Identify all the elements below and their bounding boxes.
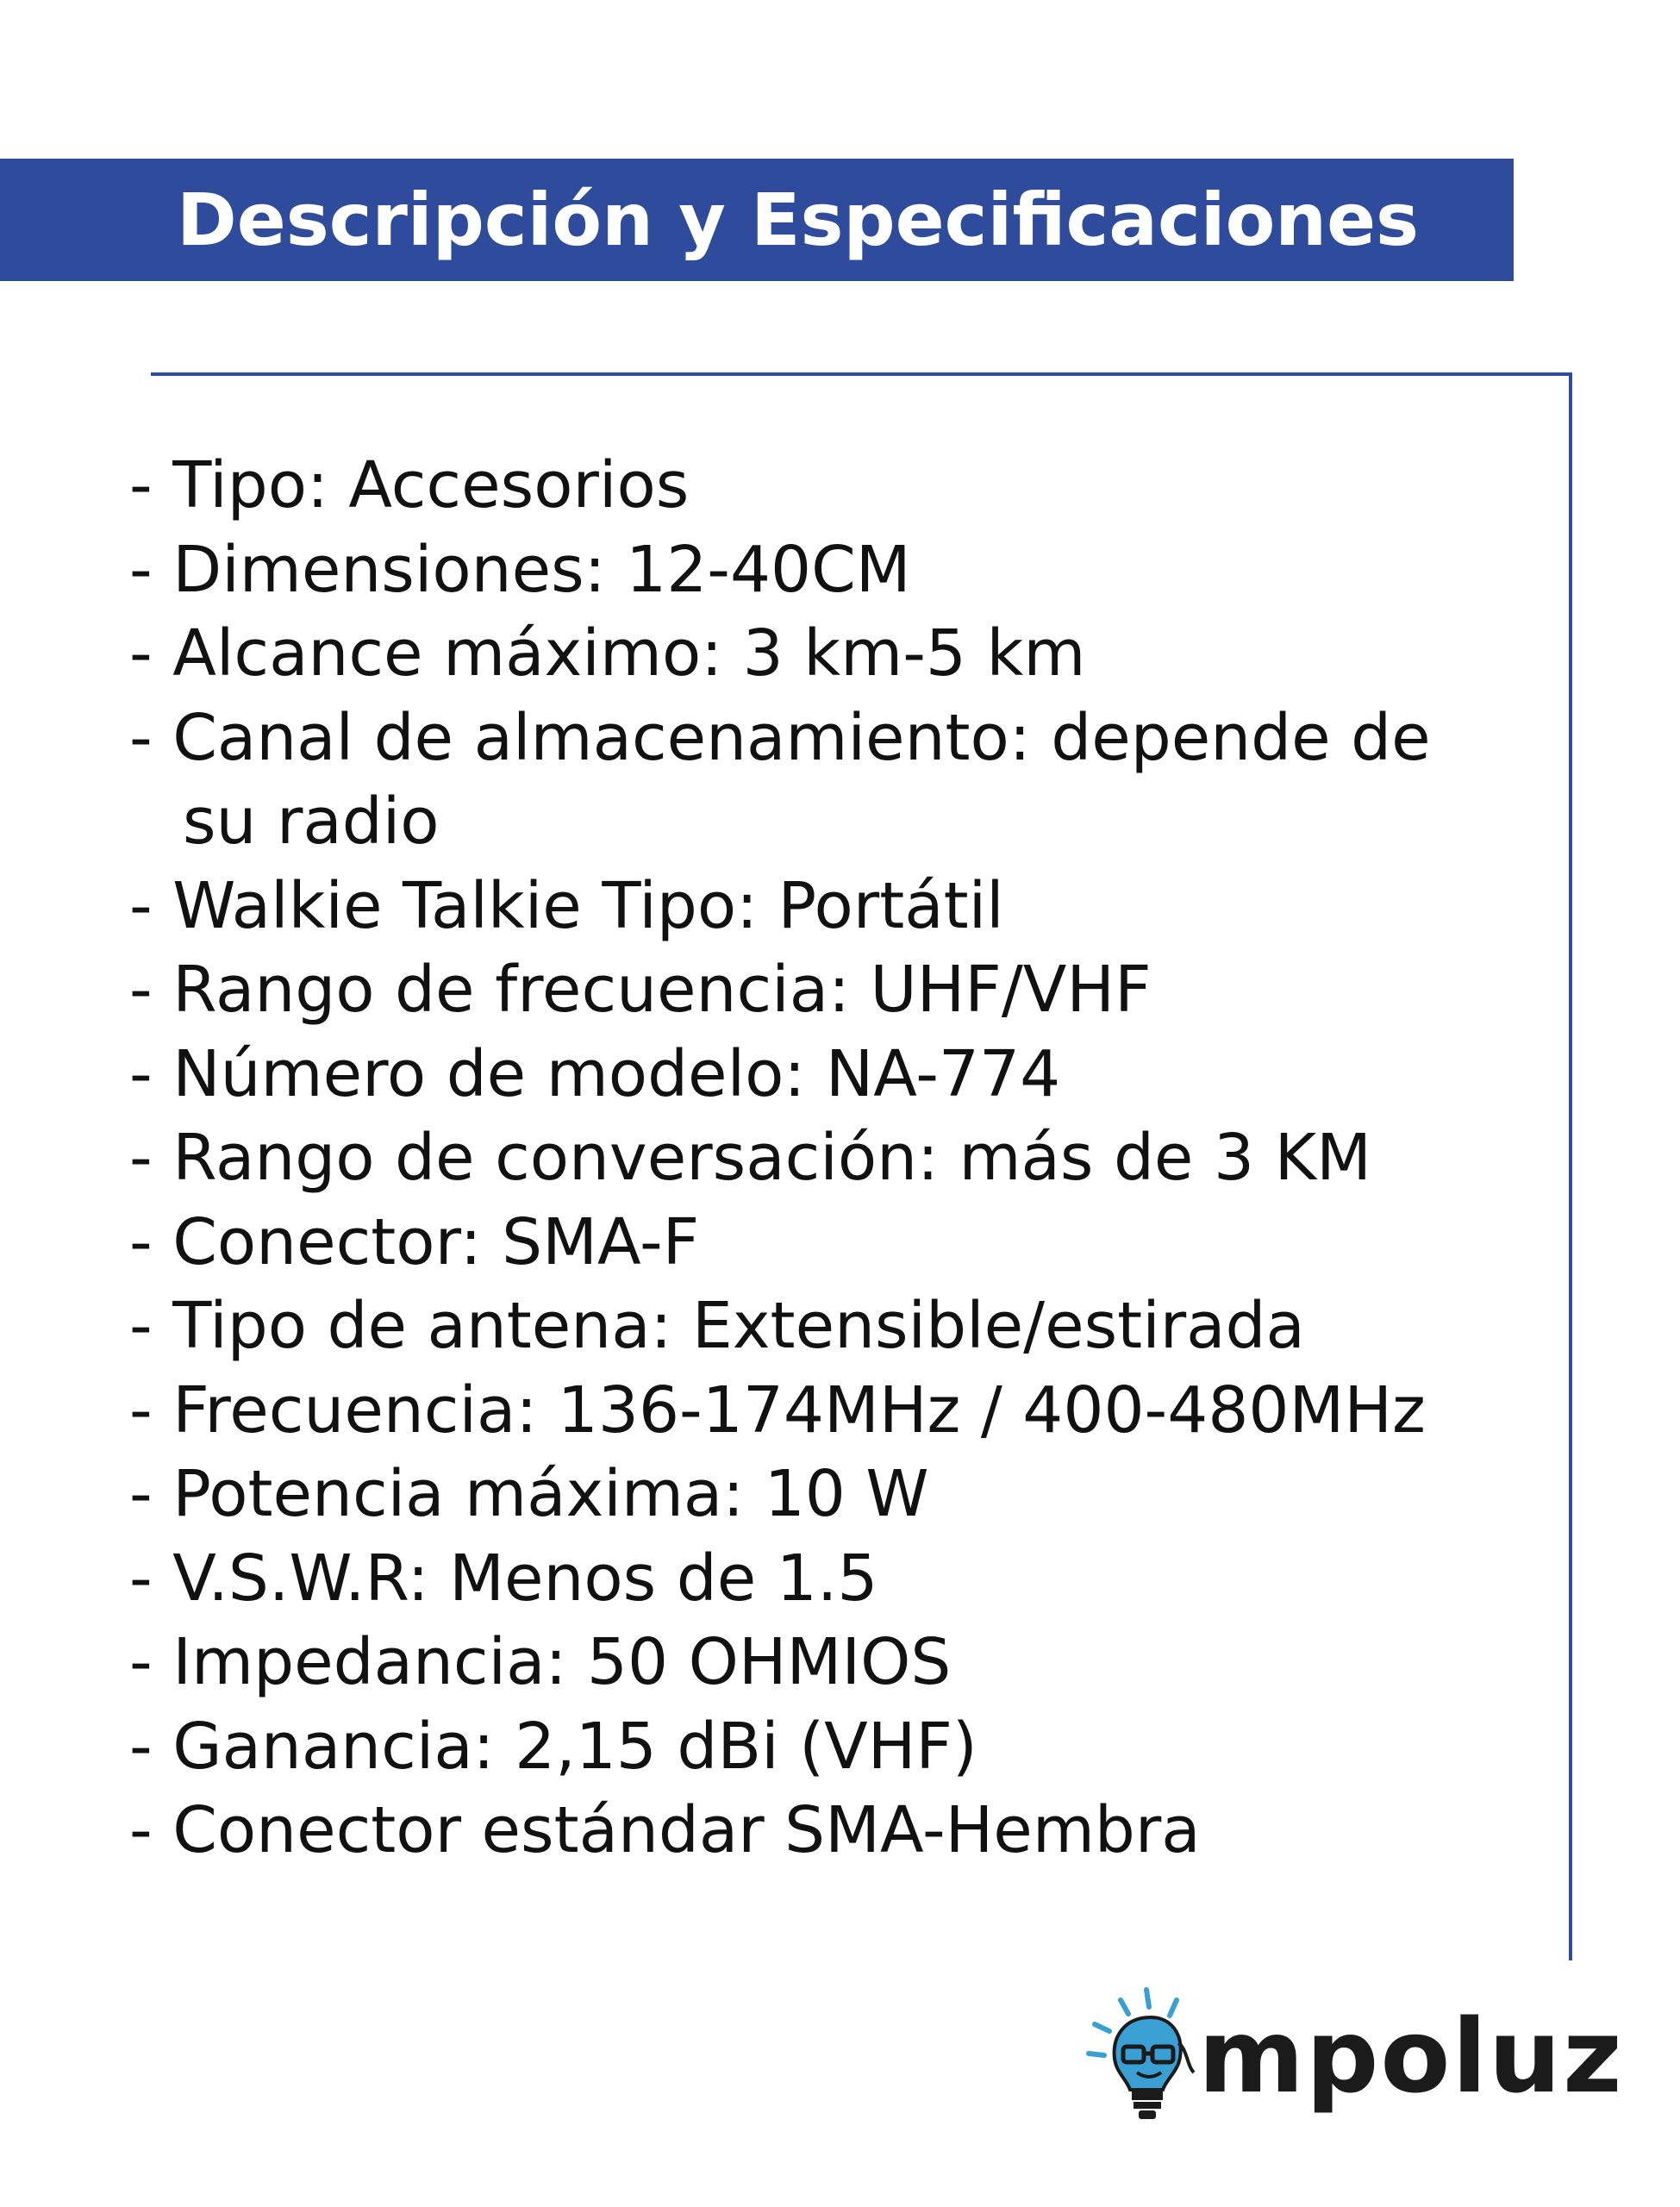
spec-item-alcance: - Alcance máximo: 3 km-5 km: [129, 616, 1086, 691]
spec-item-rango-frecuencia: - Rango de frecuencia: UHF/VHF: [129, 953, 1152, 1027]
spec-list: [129, 444, 1552, 1873]
lightbulb-glasses-icon: [1073, 1983, 1211, 2129]
spec-item-tipo-antena: - Tipo de antena: Extensible/estirada: [129, 1289, 1305, 1363]
spec-item-impedancia: - Impedancia: 50 OHMIOS: [129, 1625, 952, 1699]
spec-item-walkie-tipo: - Walkie Talkie Tipo: Portátil: [129, 868, 1004, 943]
spec-item-canal-continuation: su radio: [183, 785, 440, 859]
spec-item-tipo: - Tipo: Accesorios: [129, 448, 690, 522]
spec-item-rango-conversacion: - Rango de conversación: más de 3 KM: [129, 1121, 1371, 1195]
spec-item-frecuencia: - Frecuencia: 136-174MHz / 400-480MHz: [129, 1372, 1426, 1447]
spec-item-potencia: - Potencia máxima: 10 W: [129, 1457, 929, 1531]
spec-item-dimensiones: - Dimensiones: 12-40CM: [129, 532, 911, 607]
spec-item-canal: - Canal de almacenamiento: depende de su radio: [129, 697, 1552, 865]
spec-item-conector-estandar: - Conector estándar SMA-Hembra: [129, 1793, 1201, 1867]
spec-item-ganancia: - Ganancia: 2,15 dBi (VHF): [129, 1709, 977, 1784]
page-title: Descripción y Especificaciones: [177, 178, 1420, 262]
frame-top-border: [151, 372, 1572, 376]
brand-logo: [1073, 1983, 1624, 2129]
frame-right-border: [1569, 372, 1572, 1960]
brand-logo-text: mpoluz: [1198, 1997, 1624, 2116]
spec-item-conector: - Conector: SMA-F: [129, 1204, 700, 1279]
spec-item-vswr: - V.S.W.R: Menos de 1.5: [129, 1541, 878, 1616]
spec-item-modelo: - Número de modelo: NA-774: [129, 1036, 1061, 1111]
